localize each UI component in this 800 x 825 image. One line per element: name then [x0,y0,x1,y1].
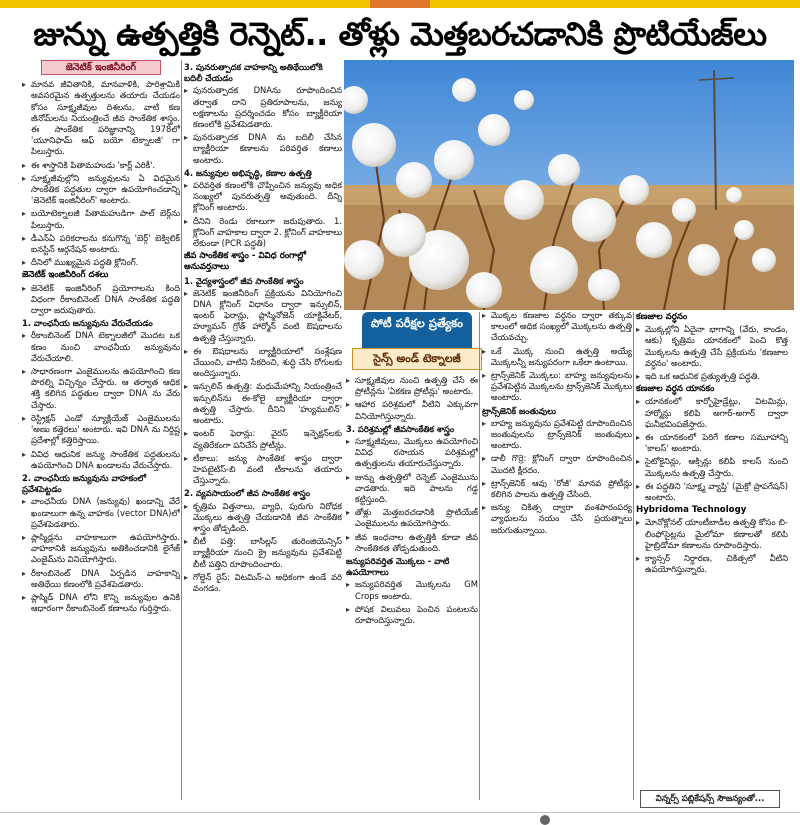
column-3 [346,375,478,800]
col4-bullet: ▸ జన్యు చికిత్స ద్వారా వంశపారంపర్య వ్యాధులను నయం చేసే ప్రయత్నాలు జరుగుతున్నాయి. [482,502,632,536]
col3-bullet: ▸ పోషక విలువలు పెంచిన పంటలను రూపొందిస్తున్నారు. [346,604,478,626]
col5-bullet: ▸ ఇది ఒక ఆధునిక ప్రత్యుత్పత్తి పద్ధతి. [636,371,788,382]
column-4 [482,310,632,800]
col2-numbered-heading: 2. వ్యవసాయంలో జీవ సాంకేతిక శాస్త్రం [184,488,311,499]
col2-subheading: జీవ సాంకేతిక శాస్త్రం - వివిధ రంగాల్లో అనువర్తనాలు [184,251,306,273]
column-1 [22,60,180,800]
col5-bullet: ▸ క్యాన్సర్ నిర్ధారణ, చికిత్సలో వీటిని ఉపయోగిస్తున్నారు. [636,553,788,575]
col3-bullet: ▸ సూక్ష్మజీవుల నుంచి ఉత్పత్తి చేసే ఈ ప్రోటీన్లను 'ఏకకణ ప్రోటీన్లు' అంటారు. [346,375,478,397]
column-divider [479,312,480,800]
column-divider [633,312,634,800]
bottom-edge [0,812,800,825]
col4-numbered-heading: ట్రాన్స్‌జెనిక్ జంతువులు [482,405,556,416]
col3-bullet: ▸ తోళ్లు మెత్తబరచడానికి ప్రొటియేజ్ ఎంజైములను ఉపయోగిస్తారు. [346,507,478,529]
col3-bullet: ▸ సూక్ష్మజీవులు, మొక్కలు ఉపయోగించి వివిధ రసాయన పరిశ్రమల్లో ఉత్పత్తులను తయారుచేస్తున్నారు. [346,436,478,470]
col2-numbered-heading: 3. పునరుత్పాదక వాహకాన్ని అతిథేయిలోకి బదిలీ చేయడం [184,62,323,84]
col5-bullet: ▸ సైటోకైనిన్లు, ఆక్సిన్లు కలిపి కాలస్ నుంచి మొక్కలను ఉత్పత్తి చేస్తారు. [636,456,788,478]
col1-bullet: ▸ డీఎన్‌ఏ పరికరాలను కనుగొన్న 'బెర్గ్' బెక్విలిక్ ఐనస్టిన్ ఆర్గనేషన్ అంటారు. [22,233,180,255]
column-2 [184,60,342,800]
col3-bullet: ▸ జున్ను ఉత్పత్తిలో రెన్నెట్ ఎంజైమును వాడతారు. ఇది పాలను గడ్డ కట్టిస్తుంది. [346,472,478,506]
col2-bullet: ▸ బీటీ పత్తి: బాసిల్లస్ తురింజియెన్సిస్ బ్యాక్టీరియా నుంచి క్రై జన్యువును ప్రవేశపెట్టి బీటీ పత్తిని రూపొందించారు. [184,536,342,570]
col5-subheading: కణజాల వర్ధనం [636,312,688,322]
col4-bullet: ▸ ట్రాన్స్‌జెనిక్ ఆవు 'రోజీ' మానవ ప్రోటీన్లు కలిగిన పాలను ఉత్పత్తి చేసింది. [482,478,632,500]
col1-bullet: ▸ ప్లాస్మిడ్ DNA లోని కొన్ని జన్యువుల ఉనికి ఆధారంగా రీకాంబినెంట్ కణాలను గుర్తిస్తారు. [22,592,180,614]
col3-numbered-heading: 3. పరిశ్రమల్లో జీవసాంకేతిక శాస్త్రం [346,423,455,434]
col4-bullet: ▸ ఒకే మొక్క నుంచి ఉత్పత్తి అయ్యే మొక్కలన్నీ జన్యుపరంగా ఒకేలా ఉంటాయి. [482,346,632,368]
col2-bullet: ▸ ఇన్సులిన్ ఉత్పత్తి: మధుమేహాన్ని నియంత్రించే ఇన్సులిన్‌ను ఈ-కోలై బ్యాక్టీరియా ద్వారా ఉత్పత్తి చేస్తారు. దీనిని 'హ్యుములిన్' అంటారు. [184,381,342,426]
col2-bullet: ▸ ఇంటర్ ఫెరాన్లు: వైరస్ ఇన్ఫెక్షన్‌లకు వ్యతిరేకంగా పనిచేసే ప్రోటీన్లు. [184,428,342,450]
col5-subheading: కణజాల వర్ధన యానకం [636,384,715,395]
col3-bullet: ▸ ఆహార పరిశ్రమలో వీటిని ఎక్కువగా వినియోగిస్తున్నారు. [346,399,478,421]
col1-bullet: ▸ వాంఛనీయ DNA (జన్యువు) ఖండాన్ని వేరే ఖండాలుగా ఉన్న వాహకం (vector DNA)లో ప్రవేశపెడతారు. [22,496,180,530]
badge-subject: సైన్స్ అండ్ టెక్నాలజీ [352,348,482,370]
cotton-field-photo [344,60,794,310]
col1-bullet: ▸ వివిధ ఆధునిక జన్యు సాంకేతిక పద్ధతులను ఉపయోగించి DNA ఖండాలను వేరుచేస్తారు. [22,449,180,471]
col2-bullet: ▸ పరివర్తిత కణంలోకి చొప్పించిన జన్యువు అధిక సంఖ్యలో పునరుత్పత్తి అవుతుంది. దీన్ని క్లోనింగ్ అంటారు. [184,180,342,214]
col4-bullet: ▸ డాలీ గొర్రె: క్లోనింగ్ ద్వారా రూపొందించిన మొదటి క్షీరదం. [482,453,632,475]
col3-bullet: ▸ జన్యుపరివర్తిత మొక్కలను GM Crops అంటారు. [346,579,478,601]
col3-bullet: ▸ జీవ ఇంధనాల ఉత్పత్తికి కూడా జీవ సాంకేతికత తోడ్పడుతుంది. [346,532,478,554]
col5-bullet: ▸ మొక్కల్లోని ఏదైనా భాగాన్ని (వేరు, కాండం, ఆకు) కృత్రిమ యానకంలో పెంచి కొత్త మొక్కలను ఉత్పత్తి చేసే ప్రక్రియను 'కణజాల వర్ధనం' అంటారు. [636,324,788,369]
column-5 [636,310,788,800]
col4-bullet: ▸ ట్రాన్స్‌జెనిక్ మొక్కలు: బాహ్య జన్యువులను ప్రవేశపెట్టిన మొక్కలను ట్రాన్స్‌జెనిక్ మొక్కలు అంటారు. [482,370,632,404]
col1-bullet: ▸ మానవ జీవితానికి, మానవాళికి, పారిశ్రామికి అవసరమైన ఉత్పత్తులను తయారు చేయడం కోసం సూక్ష్మజీవుల దిశలను, వాటి కణ జీనోమ్‌లను నియంత్రించే జీవ సాంకేతిక శాస్త్రం. ఈ సాంకేతిక పరిజ్ఞానాన్ని 1978లో 'యూనిఫామ్ ఆఫ్ బయో టెక్నాలజీ' గా పిలుస్తారు. [22,79,180,157]
col2-bullet: ▸ టీకాలు: జన్యు సాంకేతిక శాస్త్రం ద్వారా హెపటైటిస్-బి వంటి టీకాలను తయారు చేస్తున్నారు. [184,453,342,487]
col3-numbered-heading: జన్యుపరివర్తిత మొక్కలు - వాటి ఉపయోగాలు [346,556,450,578]
col1-bullet: ▸ రెస్ట్రిక్షన్ ఎండో న్యూక్లియేజ్ ఎంజైములను 'అణు కత్తెరలు' అంటారు. ఇవి DNA ను నిర్దిష్ట ప్రదేశాల్లో కత్తిరిస్తాయి. [22,413,180,447]
col2-numbered-heading: 1. వైద్యశాస్త్రంలో జీవ సాంకేతిక శాస్త్రం [184,275,304,286]
col2-bullet: ▸ గోల్డెన్ రైస్: విటమిన్-ఎ అధికంగా ఉండే వరి వంగడం. [184,572,342,594]
col1-bullet: ▸ దీనిలో ముఖ్యమైన పద్ధతి క్లోనింగ్. [22,257,180,268]
page-mark [540,815,550,825]
col1-bullet: ▸ జెనెటిక్ ఇంజినీరింగ్ ప్రయోగాలను కింది విధంగా రీకాంబినెంట్ DNA సాంకేతిక పద్ధతి ద్వారా జరుపుతారు. [22,283,180,317]
col5-bullet: ▸ ఈ పద్ధతిని 'సూక్ష్మ వ్యాప్తి' (మైక్రో ప్రాపగేషన్) అంటారు. [636,481,788,503]
col1-bullet: ▸ సాధారణంగా ఎంజైములను ఉపయోగించి కణ పొరల్ని విచ్ఛిన్నం చేస్తారు. ఆ తర్వాత ఆధిక శక్తి కలిగిన పద్ధతుల ద్వారా DNA ను వేరు చేస్తారు. [22,366,180,411]
exam-special-badge [362,312,472,370]
col1-numbered-heading: 1. వాంఛనీయ జన్యువును వేరుచేయడం [22,318,153,329]
col1-bullet: ▸ రీకాంబినెంట్ DNA టెక్నాలజీలో మొదట ఒక కణం నుంచి వాంఛనీయ జన్యువును వేరుచేయాలి. [22,330,180,364]
col1-bullet: ▸ రీకాంబినెంట్ DNA ఏర్పడిన వాహకాన్ని అతిథేయి కణంలోకి ప్రవేశపెడతారు. [22,568,180,590]
col1-bullet: ▸ ఈ శాస్త్రానికి పితామహుడు 'కార్ల్ ఎరికీ'. [22,160,180,171]
col5-subheading: Hybridoma Technology [636,505,747,516]
col2-bullet: ▸ దీనిని రెండు రకాలుగా జరుపుతారు. 1. క్లోనింగ్ వాహకాల ద్వారా 2. క్లోనింగ్ వాహకాలు లేకుండా (PCR పద్ధతి) [184,216,342,250]
col1-bullet: ▸ ప్లాస్మిడ్లను వాహకాలుగా ఉపయోగిస్తారు. వాహకానికి జన్యువును అతికించడానికి లైగేజ్ ఎంజైమ్‌ను వినియోగిస్తారు. [22,532,180,566]
col2-bullet: ▸ ఈ ఔషధాలను బ్యాక్టీరియాలో సంశ్లేషణ చేయించి, వాటిని సేకరించి, శుద్ధి చేసి రోగులకు అందిస్తున్నారు. [184,346,342,380]
col2-bullet: ▸ పునరుత్పాదక DNA ను బదిలీ చేసిన బ్యాక్టీరియా కణాలను పరివర్తిత కణాలు అంటారు. [184,132,342,166]
col5-bullet: ▸ యానకంలో కార్బోహైడ్రేట్లు, విటమిన్లు, హార్మోన్లు కలిపి అగార్-అగార్ ద్వారా ఘనీభవింపజేస్తారు. [636,396,788,430]
col2-bullet: ▸ పునరుత్పాదక DNAను రూపొందించిన తర్వాత దాని ప్రతిరూపాలను, జన్యు లక్షణాలను ప్రదర్శించడం కోసం బ్యాక్టీరియా కణంలోకి ప్రవేశపెడతారు. [184,85,342,130]
top-bar-accent [370,0,430,8]
footer-credit: విన్నర్స్ పబ్లికేషన్స్ సౌజన్యంతో... [640,790,780,808]
col5-bullet: ▸ ఈ యానకంలో పెరిగే కణాల సమూహాన్ని 'కాలస్' అంటారు. [636,432,788,454]
col2-bullet: ▸ కృత్రిమ విత్తనాలు, వ్యాధి, పురుగు నిరోధక మొక్కలు ఉత్పత్తి చేయడానికి జీవ సాంకేతిక శాస్త్రం తోడ్పడింది. [184,501,342,535]
col4-bullet: ▸ మొక్కల కణజాల వర్ధనం ద్వారా తక్కువ కాలంలో అధిక సంఖ్యలో మొక్కలను ఉత్పత్తి చేయవచ్చు. [482,310,632,344]
col1-subheading: జెనెటిక్ ఇంజినీరింగ్ దశలు [22,270,109,281]
col1-bullet: ▸ సూక్ష్మజీవుల్లోని జన్యువులను ఏ విధమైన సాంకేతిక పద్ధతుల ద్వారా ఉపయోగించడాన్ని 'జెనెటిక్ ఇంజినీరింగ్' అంటారు. [22,173,180,207]
col1-numbered-heading: 2. వాంఛనీయ జన్యువును వాహకంలో ప్రవేశపెట్టడం [22,472,146,495]
column-divider [181,60,182,800]
col2-numbered-heading: 4. జన్యువుల అభివృద్ధి, కణాల ఉత్పత్తి [184,167,312,178]
col2-bullet: ▸ జెనెటిక్ ఇంజినీరింగ్ ప్రక్రియను వినియోగించి DNA క్లోనింగ్ విధానం ద్వారా ఇన్సులిన్, ఇంటర్ ఫెరాన్లు, ప్లాస్మినోజెన్ యాక్టివేటర్, హ్యూమన్ గ్రోత్ హార్మోన్ వంటి ఔషధాలను ఉత్పత్తి చేస్తున్నారు. [184,288,342,344]
col5-bullet: ▸ మోనోక్లోనల్ యాంటీబాడీల ఉత్పత్తి కోసం బి-లింఫోసైట్లను మైలోమా కణాలతో కలిపి హైబ్రిడోమా కణాలను రూపొందిస్తారు. [636,517,788,551]
col4-bullet: ▸ బాహ్య జన్యువును ప్రవేశపెట్టి రూపొందించిన జంతువులను ట్రాన్స్‌జెనిక్ జంతువులు అంటారు. [482,418,632,452]
section-label: జెనెటిక్ ఇంజినీరింగ్ [41,60,161,75]
headline: జున్ను ఉత్పత్తికి రెన్నెట్.. తోళ్లు మెత్తబరచడానికి ప్రొటియేజ్‌లు [33,15,767,53]
badge-title: పోటీ పరీక్షల ప్రత్యేకం [362,312,472,348]
col1-bullet: ▸ బయోటెక్నాలజీ పితామహుడిగా పాల్ బెర్గ్‌ను పిలుస్తారు. [22,208,180,230]
top-color-bar [0,0,800,8]
